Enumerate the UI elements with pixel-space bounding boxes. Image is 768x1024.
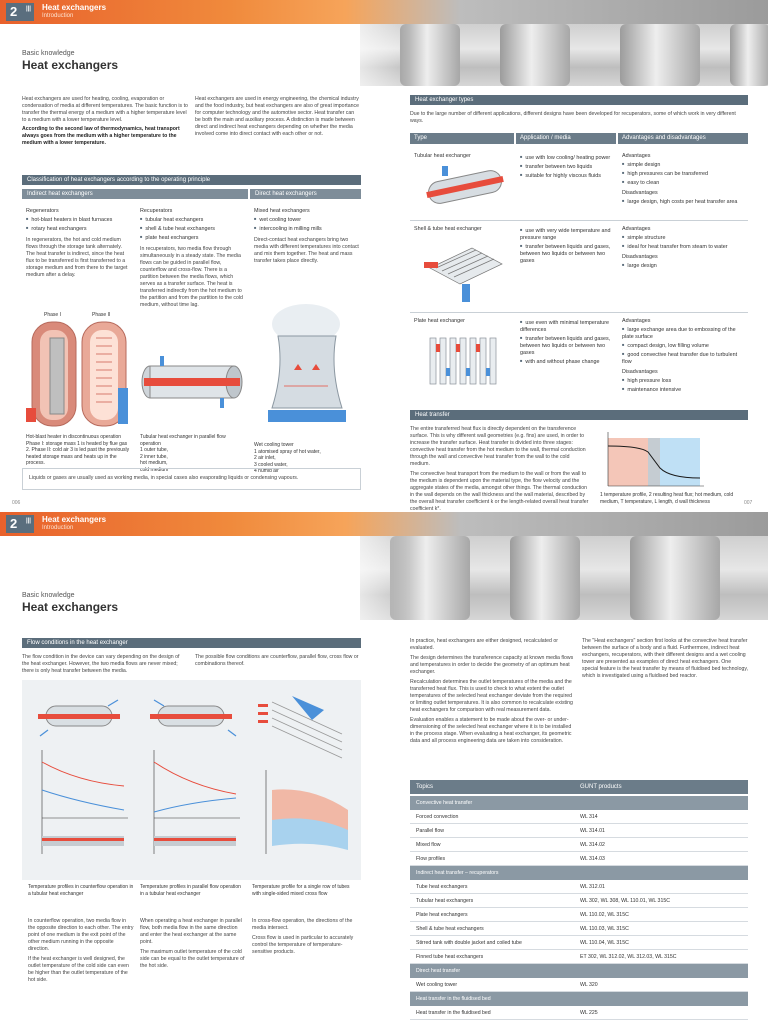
type-name: Shell & tube heat exchanger <box>414 226 482 232</box>
flow-intro-2: The possible flow conditions are counterflow, parallel flow, cross flow or combinations thereof. <box>195 654 359 667</box>
kicker: Basic knowledge <box>22 592 75 599</box>
gunt-product: WL 110.03, WL 315C <box>580 926 629 932</box>
page-spread-bottom <box>0 512 768 1024</box>
header-band <box>0 0 768 24</box>
parallel-flow-diagram <box>140 690 244 860</box>
recuperators-col: Recuperators ■ tubular heat exchangers ■ shell & tube heat exchangers ■ plate heat exchangers In recuperators, two media flow through simultaneously in a steady state. The media flows can be guided in parallel flow, counterflow and cross-flow. There is a partition between the media flows, which serves as a transfer surface. The heat is transferred indirectly from the hot medium to the partition and from the partition to the cold medium, without time lag. <box>140 208 246 309</box>
heat-transfer-title: Heat transfer <box>410 410 748 420</box>
topics-category-row <box>410 964 748 978</box>
gunt-product: WL 314 <box>580 814 598 820</box>
regenerators-col: Regenerators ■ hot-blast heaters in blast furnaces ■ rotary heat exchangers In regenerators, the hot and cold medium flows through the storage tank alternately. The heat transfer is indirect, since the heat flux to be transferred is first transferred to a storage medium and from there to the target medium after a delay. <box>26 208 132 279</box>
parallel-flow-text: When operating a heat exchanger in parallel flow, both media flow in the same direction and enter the heat exchanger at the same point. The maximum outlet temperature of the cold side can be equal to the outlet temperature of the hot side. <box>140 918 245 969</box>
direct-title: Direct heat exchangers <box>250 189 361 199</box>
flow-intro-1: The flow condition in the device can vary depending on the design of the heat exchanger. However, the two media flows are never mixed; there is only heat transfer between the media. <box>22 654 180 674</box>
topic-name: Tube heat exchangers <box>416 884 468 890</box>
topic-name: Shell & tube heat exchangers <box>416 926 484 932</box>
topic-name: Plate heat exchangers <box>416 912 468 918</box>
tubular-caption: Tubular heat exchanger in parallel flow operation 1 outer tube, 2 inner tube, hot medium, cold medium <box>140 434 226 473</box>
classification-title: Classification of heat exchangers according to the operating principle <box>22 175 361 185</box>
shell-tube-type-illustration <box>422 238 508 308</box>
topic-name: Forced convection <box>416 814 459 820</box>
topics-category: Convective heat transfer <box>416 800 473 806</box>
topic-name: Wet cooling tower <box>416 982 458 988</box>
topics-row <box>410 838 748 852</box>
gunt-product: WL 110.04, WL 315C <box>580 940 629 946</box>
type-advantages: Advantages ■ simple design ■ high pressures can be transferred ■ easy to clean Disadvantages ■ large design, high costs per heat transfer area <box>622 153 748 206</box>
indirect-title: Indirect heat exchangers <box>22 189 248 199</box>
regenerator-caption: Hot-blast heater in discontinuous operation Phase I: storage mass 1 is heated by flue gas 2. Phase II: cold air 3 is led past the previously heated storage mass and heats up in the process. <box>26 434 130 466</box>
type-advantages: Advantages ■ large exchange area due to embossing of the plate surface ■ compact design, low filling volume ■ good convective heat transfer due to turbulent flow Disadvantages ■ high pressure loss ■ maintenance intensive <box>622 318 748 394</box>
types-header-app: Application / media <box>516 133 616 144</box>
counterflow-diagram <box>28 690 132 860</box>
topics-category: Indirect heat transfer – recuperators <box>416 870 499 876</box>
tubular-exchanger-illustration <box>138 352 248 412</box>
type-apps: ■ use even with minimal temperature differences ■ transfer between liquids and gases, between two liquids or between two gases ■ with and without phase change <box>520 318 616 366</box>
topic-name: Stirred tank with double jacket and coiled tube <box>416 940 522 946</box>
cross-flow-caption: Temperature profile for a single row of tubes with single-sided mixed cross flow <box>252 884 350 897</box>
topics-row <box>410 922 748 936</box>
counterflow-text: In counterflow operation, two media flow in the opposite direction to each other. The entry point of one medium is the exit point of the other medium running in the opposite direction. If the heat exchanger is well designed, the outlet temperature of the cold side can even be higher than the outlet temperature of the hot side. <box>28 918 134 983</box>
topics-row <box>410 908 748 922</box>
temperature-profile-diagram <box>600 428 710 490</box>
type-advantages: Advantages ■ simple structure ■ ideal for heat transfer from steam to water Disadvantages ■ large design <box>622 226 748 270</box>
topic-name: Heat transfer in the fluidised bed <box>416 1010 491 1016</box>
header-title: Heat exchangers <box>42 3 107 12</box>
cross-flow-text: In cross-flow operation, the directions of the media intersect. Cross flow is used in particular to accurately control the temperature of temperature-sensitive products. <box>252 918 354 955</box>
header-title: Heat exchangers <box>42 515 107 524</box>
intro-left: Heat exchangers are used for heating, cooling, evaporation or condensation of media at different temperatures. The basic function is to transfer the thermal energy of a medium with a higher temperature level to a medium with a lower temperature level. According to the second law of thermodynamics, heat transport always goes from the medium with a higher temperature to the medium with a lower temperature. <box>22 96 188 146</box>
topics-row <box>410 852 748 866</box>
header-subtitle: Introduction <box>42 525 74 531</box>
topic-name: Parallel flow <box>416 828 444 834</box>
counterflow-caption: Temperature profiles in counterflow operation in a tubular heat exchanger <box>28 884 134 897</box>
topic-name: Finned tube heat exchangers <box>416 954 484 960</box>
chapter-number: 2 ||| <box>6 3 34 21</box>
header-band <box>0 512 768 536</box>
page-title: Heat exchangers <box>22 58 119 72</box>
topic-name: Tubular heat exchangers <box>416 898 474 904</box>
heat-transfer-text: The entire transferred heat flux is directly dependent on the transference surface. This is why different wall geometries (e.g. fins) are used, in order to increase the transfer surface. Heat transfer is divided into three stages: convective heat transfer from the hot medium to the wall, thermal conduction through the wall and convective heat transfer from the wall to the cold medium. The convective heat transport from the medium to the wall or from the wall to the medium is dependent upon the material type, the flow velocity and the aggregate states of the media, amongst other things. The thermal conduction in the wall depends on the wall thickness and the wall material, described by the overall heat transfer coefficient k or the length-related overall heat transfer coefficient k*. <box>410 426 589 512</box>
topics-category-row <box>410 796 748 810</box>
type-name: Tubular heat exchanger <box>414 153 471 159</box>
types-header-type: Type <box>410 133 514 144</box>
tubular-type-illustration <box>422 166 508 208</box>
industrial-photo <box>360 536 768 620</box>
topics-category-row <box>410 866 748 880</box>
regenerator-illustration <box>26 308 132 430</box>
header-subtitle: Introduction <box>42 13 74 19</box>
cooling-tower-illustration <box>254 300 360 434</box>
phase2-label: Phase II <box>92 312 111 318</box>
plate-type-illustration <box>420 330 512 392</box>
working-media-note: Liquids or gases are usually used as working media, in special cases also evaporating liquids or condensing vapours. <box>22 468 361 490</box>
phase1-label: Phase I <box>44 312 61 318</box>
gunt-product: WL 314.03 <box>580 856 605 862</box>
mixed-col: Mixed heat exchangers ■ wet cooling tower ■ intercooling in milling mills Direct-contact heat exchangers bring two media with different temperatures into contact and mix them together. The heat and mass transfer takes place directly. <box>254 208 360 265</box>
section-overview-text: The "Heat exchangers" section first looks at the convective heat transfer between the surface of a body and a fluid. Furthermore, indirect heat exchangers, recuperators, with their different designs and a wet cooling tower are presented as examples of direct heat exchangers. One special feature is the heat transfer by means of fluidised bed technology, which is investigated using a fluidised bed reactor. <box>582 638 749 679</box>
topic-name: Flow profiles <box>416 856 446 862</box>
cross-flow-diagram <box>252 690 356 860</box>
topics-row <box>410 1006 748 1020</box>
gunt-product: WL 320 <box>580 982 598 988</box>
topics-category: Direct heat transfer <box>416 968 461 974</box>
profile-caption: 1 temperature profile, 2 resulting heat flux; hot medium, cold medium, T temperature, L length, d wall thickness <box>600 492 734 505</box>
topic-name: Mixed flow <box>416 842 441 848</box>
topics-row <box>410 894 748 908</box>
design-text: In practice, heat exchangers are either designed, recalculated or evaluated. The design determines the transference capacity at known media flows and temperatures in order to decide the geometry of an optimum heat exchanger. Recalculation determines the outlet temperatures of the media and the transferred heat flux. This is used to check to what extent the outlet temperatures of the selected heat exchanger deviate from the required or limiting outlet temperatures. It is also common to recalculate existing heat exchangers for comparison with real measurement data. Evaluation enables a statement to be made about the over- or under-dimensioning of the selected heat exchanger where it is to be installed in the process stage. When evaluating a heat exchanger, its geometric data and all process engineering data are taken into consideration. <box>410 638 574 744</box>
topics-row <box>410 880 748 894</box>
page-title: Heat exchangers <box>22 600 119 614</box>
gunt-product: ET 302, WL 312.02, WL 312.03, WL 315C <box>580 954 677 960</box>
topics-header: Topics GUNT products <box>410 780 748 794</box>
parallel-flow-caption: Temperature profiles in parallel flow operation in a tubular heat exchanger <box>140 884 241 897</box>
type-apps: ■ use with very wide temperature and pressure range ■ transfer between liquids and gases, between two liquids or between two gases <box>520 226 616 265</box>
topics-row <box>410 936 748 950</box>
gunt-product: WL 225 <box>580 1010 598 1016</box>
topics-row <box>410 810 748 824</box>
gunt-product: WL 302, WL 308, WL 110.01, WL 315C <box>580 898 670 904</box>
topics-row <box>410 978 748 992</box>
gunt-product: WL 110.02, WL 315C <box>580 912 629 918</box>
topics-row <box>410 824 748 838</box>
industrial-photo <box>360 24 768 86</box>
gunt-product: WL 314.01 <box>580 828 605 834</box>
type-name: Plate heat exchanger <box>414 318 465 324</box>
type-apps: ■ use with low cooling/ heating power ■ transfer between two liquids ■ suitable for highly viscous fluids <box>520 153 616 180</box>
page-number-right: 007 <box>744 500 753 506</box>
gunt-product: WL 314.02 <box>580 842 605 848</box>
chapter-number: 2 ||| <box>6 515 34 533</box>
page-number-left: 006 <box>12 500 21 506</box>
topics-category-row <box>410 992 748 1006</box>
flow-conditions-title: Flow conditions in the heat exchanger <box>22 638 361 648</box>
topics-row <box>410 950 748 964</box>
topics-category: Heat transfer in the fluidised bed <box>416 996 491 1002</box>
types-header-adv: Advantages and disadvantages <box>618 133 748 144</box>
types-intro: Due to the large number of different applications, different designs have been developed for recuperators, some of which work in very different ways. <box>410 111 736 124</box>
types-title: Heat exchanger types <box>410 95 748 105</box>
intro-right: Heat exchangers are used in energy engineering, the chemical industry and the food industry, but heat exchangers are also of great importance for computer technology and the automotive sector. Heat transfer can be both the main and auxiliary process. A distinction is made between direct and indirect heat exchangers depending on whether the media involved come into direct contact with each other or not. <box>195 96 359 137</box>
gunt-product: WL 312.01 <box>580 884 605 890</box>
kicker: Basic knowledge <box>22 50 75 57</box>
cooling-tower-caption: Wet cooling tower 1 atomised spray of hot water, 2 air inlet, 3 cooled water, 4 humid air <box>254 442 321 474</box>
